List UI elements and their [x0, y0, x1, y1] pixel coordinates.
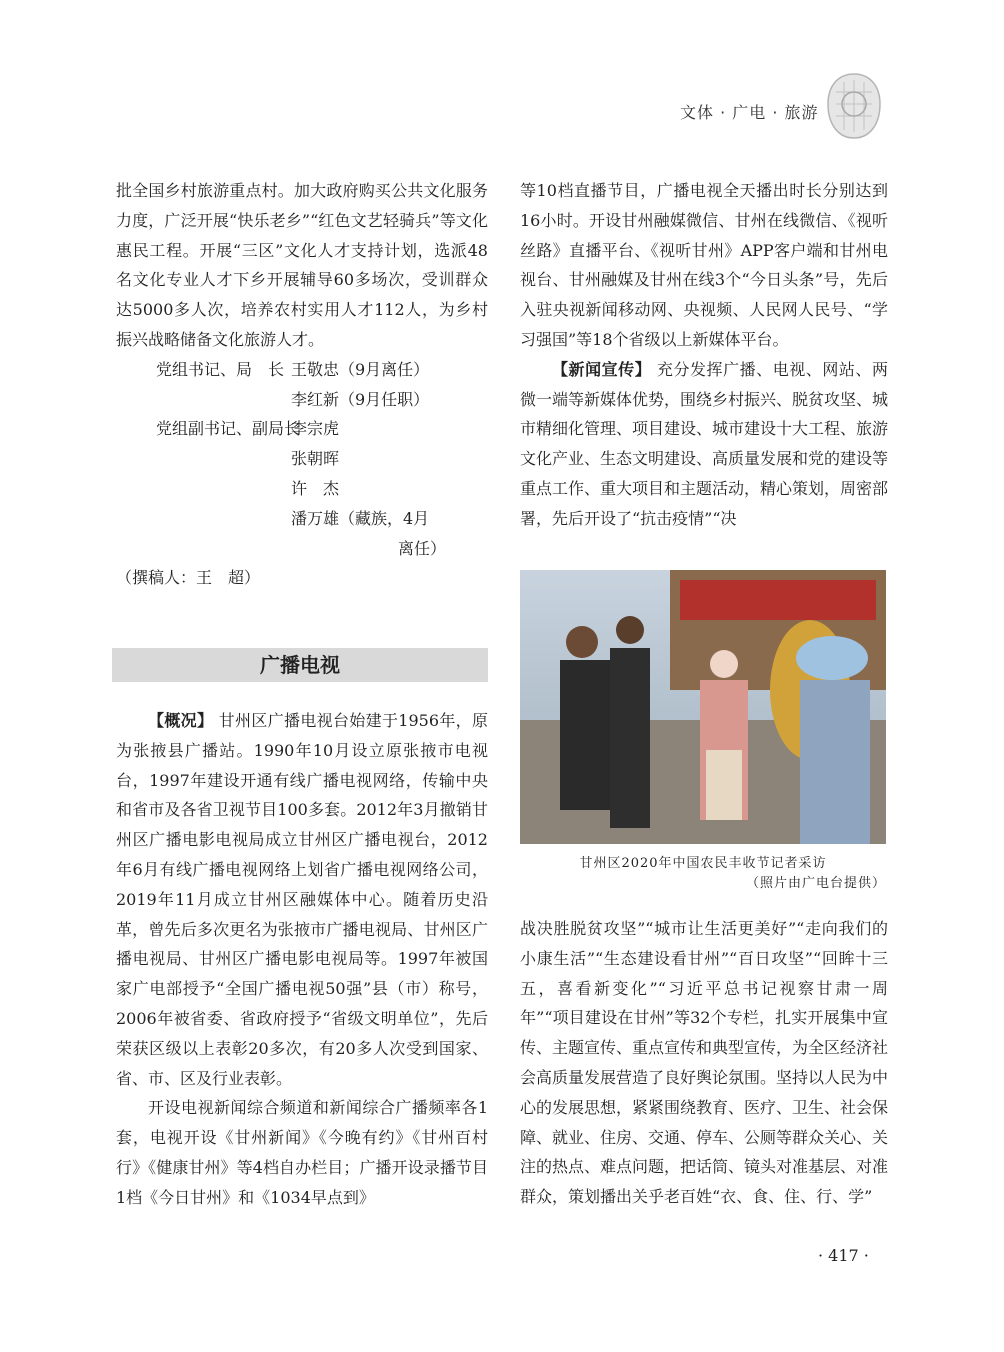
staff-role: 党组副书记、副局长 — [156, 419, 301, 439]
right-paragraph-bottom: 战决胜脱贫攻坚”“城市让生活更美好”“走向我们的小康生活”“生态建设看甘州”“百日攻坚”“回眸十三五，喜看新变化”“习近平总书记视察甘肃一周年”“项目建设在甘州”等32个专栏，扎实开展集中宣传、主题宣传、重点宣传和典型宣传，为全区经济社会高质量发展营造了良好舆论氛围。坚持以人民为中心的发展思想，紧紧围绕教育、医疗、卫生、社会保障、就业、住房、交通、停车、公厕等群众关心、关注的热点、难点问题，把话筒、镜头对准基层、对准群众，策划播出关乎老百姓“衣、食、住、行、学” — [520, 919, 889, 1207]
author-credit: （撰稿人：王 超） — [116, 568, 261, 588]
overview-paragraph — [116, 706, 488, 1093]
right-paragraph-top: 等10档直播节目，广播电视全天播出时长分别达到16小时。开设甘州融媒微信、甘州在线微信、《视听丝路》直播平台、《视听甘州》APP客户端和甘州电视台、甘州融媒及甘州在线3个“今日头条”号，先后入驻央视新闻移动网、央视频、人民网人民号、“学习强国”等18个省级以上新媒体平台。 — [520, 181, 888, 349]
staff-row-continued — [116, 534, 488, 564]
right-column-top — [520, 176, 888, 534]
channels-paragraph: 开设电视新闻综合频道和新闻综合广播频率各1套，电视开设《甘州新闻》《今晚有约》《甘州百村行》《健康甘州》等4档自办栏目；广播开设录播节目1档《今日甘州》和《1034早点到》 — [116, 1098, 488, 1207]
left-column-top — [116, 176, 488, 593]
staff-name: 李红新（9月任职） — [291, 389, 430, 409]
staff-name-continued: 离任） — [398, 538, 447, 558]
overview-text: 甘州区广播电视台始建于1956年，原为张掖县广播站。1990年10月设立原张掖市电视台，1997年建设开通有线广播电视网络，传输中央和省市及各省卫视节目100多套。2012年3月撤销甘州区广播电影电视局成立甘州区广播电视台，2012年6月有线广播电视网络上划省广播电视网络公司，2019年11月成立甘州区融媒体中心。随着历史沿革，曾先后多次更名为张掖市广播电视局、甘州区广播电视局、甘州区广播电影电视局等。1997年被国家广电部授予“全国广播电视50强”县（市）称号，2006年被省委、省政府授予“省级文明单位”，先后荣获区级以上表彰20多次，有20多人次受到国家、省、市、区及行业表彰。 — [116, 711, 488, 1088]
reporter-interview-photo — [520, 570, 886, 844]
right-column-bottom — [520, 914, 888, 1212]
staff-name: 潘万雄（藏族，4月 — [291, 508, 430, 528]
caption-line-1: 甘州区2020年中国农民丰收节记者采访 — [579, 856, 827, 871]
staff-role — [116, 474, 291, 504]
staff-row — [116, 474, 488, 504]
staff-row — [116, 414, 488, 444]
overview-tag: 【概况】 — [148, 711, 214, 730]
photo-caption — [520, 854, 886, 894]
news-paragraph — [520, 355, 888, 534]
staff-role — [116, 385, 291, 415]
staff-row — [116, 504, 488, 534]
staff-row — [116, 355, 488, 385]
staff-role: 党组书记、局 长 — [156, 359, 285, 379]
staff-role — [116, 444, 291, 474]
news-tag: 【新闻宣传】 — [552, 359, 652, 379]
photo-illustration — [520, 570, 886, 844]
section-running-header: 文体 · 广电 · 旅游 — [680, 103, 819, 122]
ornamental-seal-icon — [826, 72, 882, 140]
staff-name: 张朝晖 — [291, 449, 340, 469]
staff-name: 王敬忠（9月离任） — [291, 359, 430, 379]
section-heading: 广播电视 — [112, 648, 488, 682]
staff-role — [116, 504, 291, 534]
staff-list — [116, 355, 488, 593]
caption-line-2: （照片由广电台提供） — [745, 876, 886, 891]
page-number: · 417 · — [818, 1246, 869, 1265]
staff-row — [116, 385, 488, 415]
staff-row — [116, 444, 488, 474]
staff-name: 李宗虎 — [291, 419, 340, 439]
news-text: 充分发挥广播、电视、网站、两微一端等新媒体优势，围绕乡村振兴、脱贫攻坚、城市精细化管理、项目建设、城市建设十大工程、旅游文化产业、生态文明建设、高质量发展和党的建设等重点工作、重大项目和主题活动，精心策划，周密部署，先后开设了“抗击疫情”“决 — [520, 359, 889, 528]
left-column-bottom — [116, 706, 488, 1213]
staff-name: 许 杰 — [291, 478, 340, 498]
left-paragraph-top: 批全国乡村旅游重点村。加大政府购买公共文化服务力度，广泛开展“快乐老乡”“红色文艺轻骑兵”等文化惠民工程。开展“三区”文化人才支持计划，选派48名文化专业人才下乡开展辅导60多场次，受训群众达5000多人次，培养农村实用人才112人，为乡村振兴战略储备文化旅游人才。 — [116, 181, 488, 349]
